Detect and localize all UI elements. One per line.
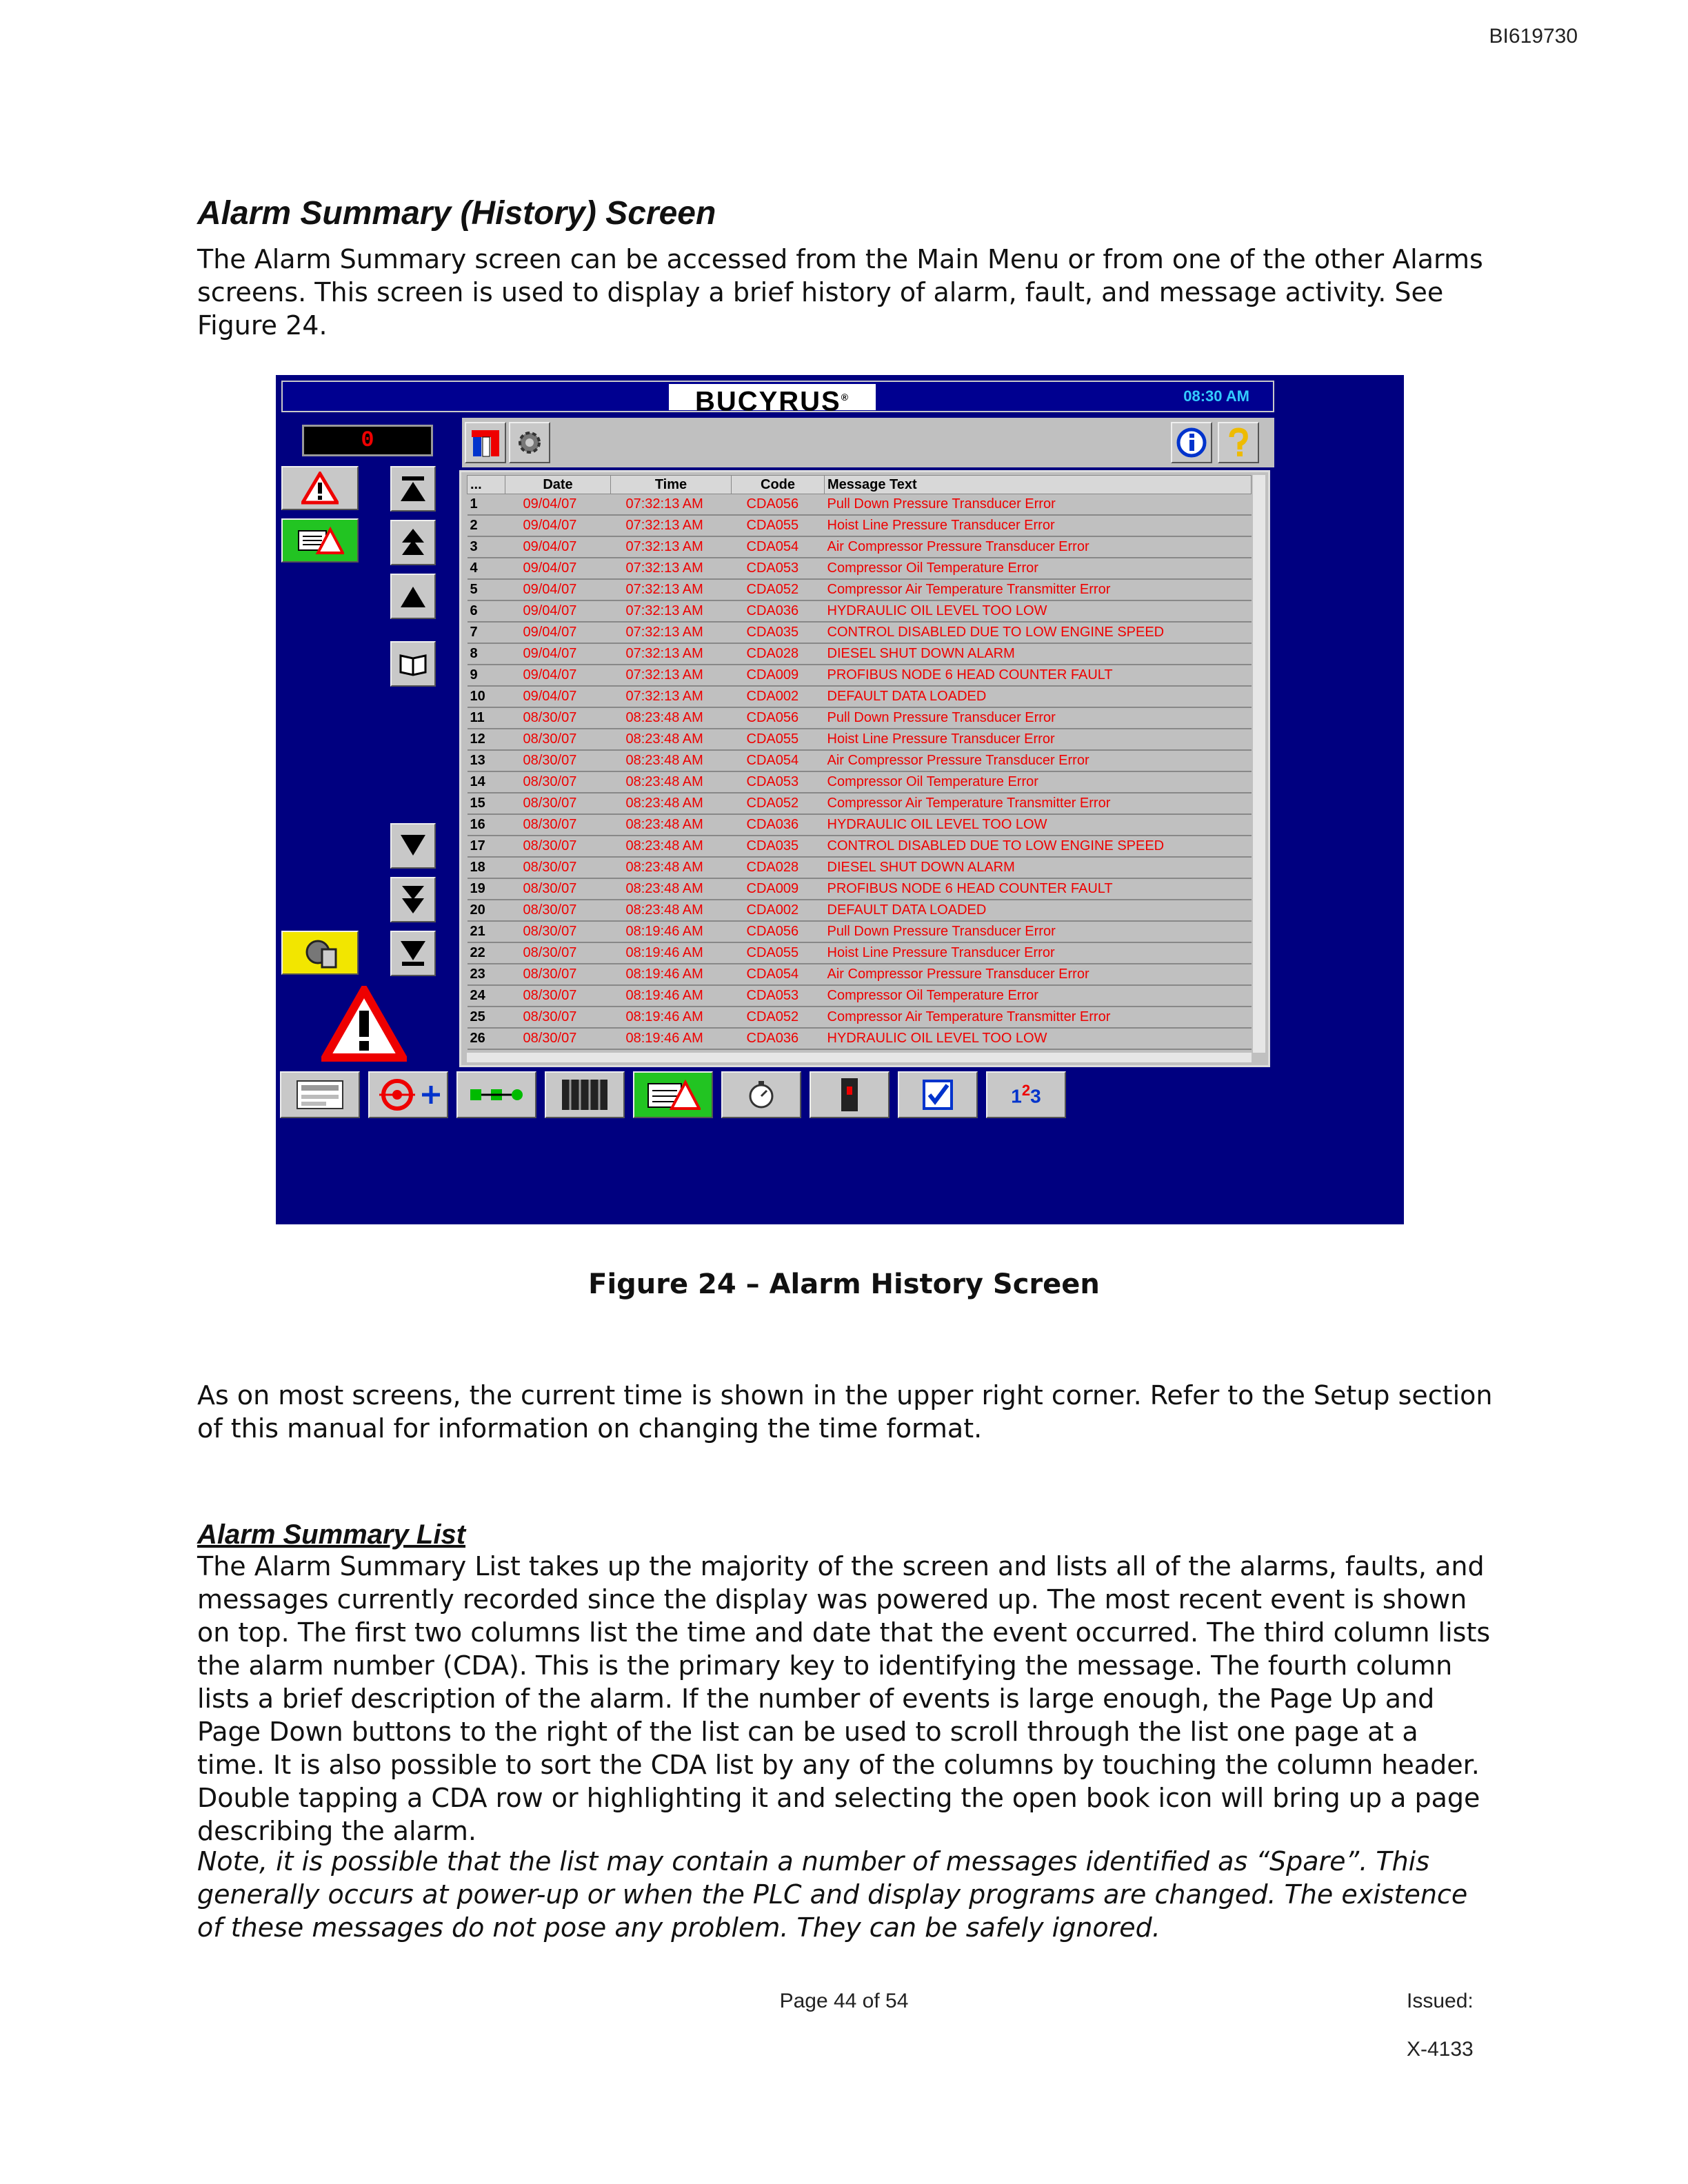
row-code: CDA053	[732, 985, 825, 1007]
table-row[interactable]	[468, 622, 1252, 643]
target-button[interactable]	[368, 1071, 448, 1118]
list-paragraph: The Alarm Summary List takes up the majority of the screen and lists all of the alarms, faults, and messages currently recorded since the display was powered up. The most recent event is shown on top. The first two columns list the time and date that the event occurred. The third column lists the alarm number (CDA). This is the primary key to identifying the message. The fourth column lists a brief description of the alarm. If the number of events is large enough, the Page Up and Page Down buttons to the right of the list can be used to scroll through the list one page at a time. It is also possible to sort the CDA list by any of the columns by touching the column header. Double tapping a CDA row or highlighting it and selecting the open book icon will bring up a page describing the alarm.	[197, 1551, 1491, 1846]
row-code: CDA009	[732, 878, 825, 900]
table-row[interactable]	[468, 515, 1252, 536]
alarm-history-tab[interactable]	[633, 1071, 713, 1118]
row-time: 08:23:48 AM	[611, 878, 732, 900]
table-row[interactable]	[468, 1007, 1252, 1028]
alarm-history-icon	[645, 1077, 701, 1113]
row-message: HYDRAULIC OIL LEVEL TOO LOW	[825, 600, 1252, 622]
row-code: CDA052	[732, 793, 825, 814]
row-date: 09/04/07	[505, 515, 611, 536]
row-date: 09/04/07	[505, 686, 611, 707]
keypad-button[interactable]	[280, 1071, 360, 1118]
row-code: CDA054	[732, 750, 825, 771]
row-time: 08:23:48 AM	[611, 707, 732, 729]
page-up-button[interactable]	[390, 520, 436, 565]
target-icon	[374, 1077, 443, 1113]
last-page-button[interactable]	[390, 931, 436, 976]
row-time: 08:23:48 AM	[611, 750, 732, 771]
row-down-button[interactable]	[390, 823, 436, 869]
row-time: 07:32:13 AM	[611, 686, 732, 707]
row-code: CDA002	[732, 686, 825, 707]
row-code: CDA056	[732, 921, 825, 942]
row-code: CDA036	[732, 814, 825, 836]
row-message: CONTROL DISABLED DUE TO LOW ENGINE SPEED	[825, 622, 1252, 643]
row-index: 14	[468, 771, 505, 793]
row-date: 08/30/07	[505, 857, 611, 878]
row-time: 07:32:13 AM	[611, 558, 732, 579]
row-date: 09/04/07	[505, 494, 611, 516]
row-index: 16	[468, 814, 505, 836]
row-code: CDA053	[732, 558, 825, 579]
table-row[interactable]	[468, 494, 1252, 516]
first-page-button[interactable]	[390, 466, 436, 512]
row-message: DIESEL SHUT DOWN ALARM	[825, 857, 1252, 878]
row-message: DEFAULT DATA LOADED	[825, 686, 1252, 707]
table-row[interactable]	[468, 579, 1252, 600]
title-bar	[281, 381, 1274, 417]
row-code: CDA052	[732, 579, 825, 600]
page-number: Page 44 of 54	[779, 1990, 909, 2012]
vertical-scrollbar[interactable]	[1253, 475, 1265, 1053]
open-book-button[interactable]	[390, 641, 436, 687]
row-message: Hoist Line Pressure Transducer Error	[825, 515, 1252, 536]
row-index: 20	[468, 900, 505, 921]
row-date: 08/30/07	[505, 1007, 611, 1028]
row-message: HYDRAULIC OIL LEVEL TOO LOW	[825, 1028, 1252, 1049]
row-code: CDA002	[732, 900, 825, 921]
row-time: 07:32:13 AM	[611, 579, 732, 600]
row-index: 3	[468, 536, 505, 558]
table-row[interactable]	[468, 600, 1252, 622]
table-row[interactable]	[468, 729, 1252, 750]
row-index: 1	[468, 494, 505, 516]
row-index: 5	[468, 579, 505, 600]
row-code: CDA052	[732, 1007, 825, 1028]
figure-caption: Figure 24 – Alarm History Screen	[588, 1268, 1100, 1300]
row-index: 12	[468, 729, 505, 750]
row-code: CDA055	[732, 515, 825, 536]
row-index: 2	[468, 515, 505, 536]
row-time: 07:32:13 AM	[611, 515, 732, 536]
grid-button[interactable]	[545, 1071, 625, 1118]
sort-icon: $1^23$	[1011, 1082, 1041, 1107]
timer-button[interactable]	[721, 1071, 801, 1118]
row-date: 09/04/07	[505, 643, 611, 665]
row-message: Compressor Air Temperature Transmitter Error	[825, 1007, 1252, 1028]
row-index: 9	[468, 665, 505, 686]
keypad-icon	[296, 1078, 344, 1111]
column-header-index[interactable]: ...	[468, 476, 505, 494]
alarm-counter: 0	[302, 425, 433, 456]
row-message: Compressor Oil Temperature Error	[825, 985, 1252, 1007]
row-code: CDA055	[732, 942, 825, 964]
horizontal-scrollbar[interactable]	[467, 1053, 1252, 1062]
table-row[interactable]	[468, 964, 1252, 985]
acknowledge-button[interactable]	[281, 931, 359, 975]
row-time: 08:19:46 AM	[611, 1028, 732, 1049]
row-index: 11	[468, 707, 505, 729]
row-message: Pull Down Pressure Transducer Error	[825, 921, 1252, 942]
row-message: DIESEL SHUT DOWN ALARM	[825, 643, 1252, 665]
row-time: 07:32:13 AM	[611, 494, 732, 516]
row-message: CONTROL DISABLED DUE TO LOW ENGINE SPEED	[825, 836, 1252, 857]
clock: 08:30 AM	[1183, 387, 1249, 405]
row-date: 08/30/07	[505, 771, 611, 793]
table-row[interactable]	[468, 1028, 1252, 1049]
row-message: HYDRAULIC OIL LEVEL TOO LOW	[825, 814, 1252, 836]
row-code: CDA053	[732, 771, 825, 793]
row-index: 13	[468, 750, 505, 771]
row-index: 24	[468, 985, 505, 1007]
row-up-button[interactable]	[390, 574, 436, 619]
row-date: 08/30/07	[505, 878, 611, 900]
table-row[interactable]	[468, 878, 1252, 900]
row-index: 4	[468, 558, 505, 579]
device-button[interactable]	[810, 1071, 890, 1118]
help-button[interactable]	[1218, 422, 1259, 463]
table-row[interactable]	[468, 836, 1252, 857]
row-message: PROFIBUS NODE 6 HEAD COUNTER FAULT	[825, 878, 1252, 900]
table-row[interactable]	[468, 921, 1252, 942]
row-index: 22	[468, 942, 505, 964]
page-up-icon	[399, 527, 427, 558]
table-header-row	[468, 476, 1252, 494]
row-time: 07:32:13 AM	[611, 665, 732, 686]
network-button[interactable]	[456, 1071, 536, 1118]
table-row[interactable]	[468, 665, 1252, 686]
row-index: 18	[468, 857, 505, 878]
issued-label: Issued:	[1407, 1990, 1474, 2012]
brand-logo: BUCYRUS®	[669, 384, 876, 410]
row-message: Pull Down Pressure Transducer Error	[825, 494, 1252, 516]
open-book-icon	[398, 651, 428, 676]
sort-button[interactable]	[986, 1071, 1066, 1118]
table-row[interactable]	[468, 942, 1252, 964]
row-message: Air Compressor Pressure Transducer Error	[825, 536, 1252, 558]
row-date: 09/04/07	[505, 536, 611, 558]
column-header-code[interactable]: Code	[732, 476, 825, 494]
network-icon	[468, 1084, 525, 1106]
first-page-icon	[399, 474, 427, 504]
help-icon	[1223, 427, 1254, 458]
row-date: 08/30/07	[505, 900, 611, 921]
row-code: CDA036	[732, 1028, 825, 1049]
row-time: 08:19:46 AM	[611, 964, 732, 985]
table-row[interactable]	[468, 536, 1252, 558]
table-row[interactable]	[468, 643, 1252, 665]
table-row[interactable]	[468, 686, 1252, 707]
column-header-date[interactable]: Date	[505, 476, 611, 494]
row-code: CDA036	[732, 600, 825, 622]
row-time: 08:19:46 AM	[611, 985, 732, 1007]
grid-icon	[561, 1078, 609, 1111]
row-time: 08:23:48 AM	[611, 793, 732, 814]
info-button[interactable]	[1171, 422, 1212, 463]
row-code: CDA056	[732, 707, 825, 729]
alarm-table	[467, 475, 1252, 1050]
document-number: X-4133	[1407, 2038, 1474, 2061]
row-time: 08:19:46 AM	[611, 921, 732, 942]
column-header-message[interactable]: Message Text	[825, 476, 1252, 494]
row-index: 19	[468, 878, 505, 900]
alarm-history-icon	[296, 525, 344, 556]
row-date: 08/30/07	[505, 964, 611, 985]
row-up-icon	[399, 583, 427, 610]
row-time: 08:23:48 AM	[611, 857, 732, 878]
row-code: CDA054	[732, 536, 825, 558]
row-date: 09/04/07	[505, 558, 611, 579]
last-page-icon	[399, 938, 427, 969]
row-message: Pull Down Pressure Transducer Error	[825, 707, 1252, 729]
table-row[interactable]	[468, 793, 1252, 814]
row-time: 08:23:48 AM	[611, 814, 732, 836]
row-index: 17	[468, 836, 505, 857]
intro-paragraph: The Alarm Summary screen can be accessed from the Main Menu or from one of the other Alarms screens. This screen is used to display a brief history of alarm, fault, and message activity. See Figure 24.	[197, 244, 1483, 341]
alarm-warning-icon	[301, 472, 339, 505]
settings-button[interactable]	[509, 422, 550, 463]
alarm-history-screen	[276, 375, 1404, 1224]
row-message: Hoist Line Pressure Transducer Error	[825, 729, 1252, 750]
row-code: CDA035	[732, 622, 825, 643]
row-message: Compressor Oil Temperature Error	[825, 771, 1252, 793]
checkbox-icon	[921, 1078, 954, 1111]
row-index: 23	[468, 964, 505, 985]
screen-toolbar	[462, 418, 1274, 467]
time-paragraph: As on most screens, the current time is shown in the upper right corner. Refer to the Setup section of this manual for information on changing the time format.	[197, 1380, 1493, 1444]
row-message: Compressor Air Temperature Transmitter Error	[825, 579, 1252, 600]
table-row[interactable]	[468, 558, 1252, 579]
row-message: Compressor Air Temperature Transmitter Error	[825, 793, 1252, 814]
row-code: CDA009	[732, 665, 825, 686]
table-row[interactable]	[468, 750, 1252, 771]
row-down-icon	[399, 832, 427, 860]
row-time: 07:32:13 AM	[611, 622, 732, 643]
alarm-warning-button[interactable]	[281, 466, 359, 510]
row-time: 08:23:48 AM	[611, 771, 732, 793]
row-date: 08/30/07	[505, 836, 611, 857]
row-date: 09/04/07	[505, 600, 611, 622]
row-date: 08/30/07	[505, 985, 611, 1007]
table-row[interactable]	[468, 857, 1252, 878]
row-date: 09/04/07	[505, 579, 611, 600]
row-date: 09/04/07	[505, 622, 611, 643]
row-code: CDA055	[732, 729, 825, 750]
info-icon	[1176, 427, 1207, 458]
row-index: 7	[468, 622, 505, 643]
row-message: DEFAULT DATA LOADED	[825, 900, 1252, 921]
row-date: 08/30/07	[505, 921, 611, 942]
alarm-rows	[468, 494, 1252, 1050]
row-time: 07:32:13 AM	[611, 643, 732, 665]
row-time: 08:23:48 AM	[611, 900, 732, 921]
row-date: 08/30/07	[505, 793, 611, 814]
row-time: 08:23:48 AM	[611, 729, 732, 750]
large-warning-icon	[321, 986, 407, 1062]
row-index: 10	[468, 686, 505, 707]
row-time: 07:32:13 AM	[611, 600, 732, 622]
row-index: 6	[468, 600, 505, 622]
row-time: 08:23:48 AM	[611, 836, 732, 857]
page-down-icon	[399, 884, 427, 915]
row-time: 08:19:46 AM	[611, 942, 732, 964]
timer-icon	[745, 1078, 778, 1111]
page-down-button[interactable]	[390, 877, 436, 922]
column-header-time[interactable]: Time	[611, 476, 732, 494]
subsection-title: Alarm Summary List	[197, 1519, 466, 1550]
table-row[interactable]	[468, 985, 1252, 1007]
alarm-history-button[interactable]	[281, 518, 359, 563]
row-date: 08/30/07	[505, 707, 611, 729]
large-warning-sign	[321, 986, 407, 1064]
acknowledge-icon	[301, 936, 339, 970]
note-paragraph: Note, it is possible that the list may contain a number of messages identified as “Spare”. This generally occurs at power-up or when the PLC and display programs are changed. The existence of these messages do not pose any problem. They can be safely ignored.	[197, 1846, 1468, 1943]
row-index: 25	[468, 1007, 505, 1028]
gear-icon	[514, 427, 545, 458]
row-code: CDA035	[732, 836, 825, 857]
screen-select-button[interactable]	[465, 422, 506, 463]
row-date: 09/04/07	[505, 665, 611, 686]
screen-select-icon	[470, 427, 501, 458]
row-time: 08:19:46 AM	[611, 1007, 732, 1028]
row-index: 21	[468, 921, 505, 942]
row-code: CDA056	[732, 494, 825, 516]
section-title: Alarm Summary (History) Screen	[197, 195, 716, 232]
row-message: PROFIBUS NODE 6 HEAD COUNTER FAULT	[825, 665, 1252, 686]
alarm-summary-list	[459, 470, 1270, 1067]
table-row[interactable]	[468, 771, 1252, 793]
row-date: 08/30/07	[505, 729, 611, 750]
document-id: BI619730	[1489, 25, 1578, 48]
checklist-button[interactable]	[898, 1071, 978, 1118]
row-date: 08/30/07	[505, 814, 611, 836]
row-code: CDA054	[732, 964, 825, 985]
row-index: 26	[468, 1028, 505, 1049]
table-row[interactable]	[468, 707, 1252, 729]
table-row[interactable]	[468, 814, 1252, 836]
row-message: Hoist Line Pressure Transducer Error	[825, 942, 1252, 964]
row-date: 08/30/07	[505, 942, 611, 964]
row-time: 07:32:13 AM	[611, 536, 732, 558]
row-date: 08/30/07	[505, 750, 611, 771]
row-date: 08/30/07	[505, 1028, 611, 1049]
device-icon	[838, 1077, 861, 1113]
table-row[interactable]	[468, 900, 1252, 921]
row-message: Air Compressor Pressure Transducer Error	[825, 750, 1252, 771]
row-message: Air Compressor Pressure Transducer Error	[825, 964, 1252, 985]
row-code: CDA028	[732, 857, 825, 878]
row-code: CDA028	[732, 643, 825, 665]
row-message: Compressor Oil Temperature Error	[825, 558, 1252, 579]
row-index: 8	[468, 643, 505, 665]
row-index: 15	[468, 793, 505, 814]
